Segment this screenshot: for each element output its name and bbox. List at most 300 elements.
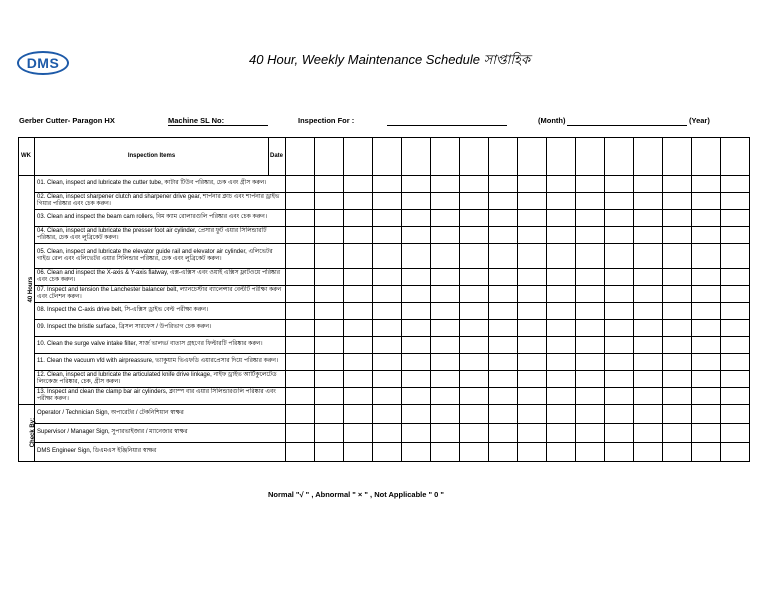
check-cell[interactable] — [692, 210, 721, 227]
dms-logo: DMS — [17, 51, 69, 75]
check-cell[interactable] — [489, 371, 518, 388]
check-cell[interactable] — [402, 227, 431, 244]
check-cell[interactable] — [547, 320, 576, 337]
check-cell[interactable] — [402, 320, 431, 337]
check-cell[interactable] — [286, 193, 315, 210]
check-cell[interactable] — [460, 303, 489, 320]
check-cell[interactable] — [344, 286, 373, 303]
check-cell[interactable] — [547, 354, 576, 371]
check-cell[interactable] — [460, 227, 489, 244]
check-cell[interactable] — [286, 176, 315, 193]
sign-cell[interactable] — [489, 405, 518, 424]
check-cell[interactable] — [402, 176, 431, 193]
check-cell[interactable] — [692, 371, 721, 388]
sign-cell[interactable] — [402, 405, 431, 424]
sign-cell[interactable] — [721, 443, 750, 462]
check-cell[interactable] — [431, 371, 460, 388]
check-cell[interactable] — [431, 210, 460, 227]
date-cell[interactable] — [373, 138, 402, 176]
table-row — [19, 320, 750, 337]
sign-cell[interactable] — [402, 424, 431, 443]
check-cell[interactable] — [692, 193, 721, 210]
check-cell[interactable] — [518, 388, 547, 405]
check-cell[interactable] — [576, 371, 605, 388]
check-cell[interactable] — [518, 227, 547, 244]
date-cell[interactable] — [431, 138, 460, 176]
date-cell[interactable] — [663, 138, 692, 176]
check-cell[interactable] — [692, 269, 721, 286]
check-cell[interactable] — [605, 337, 634, 354]
check-cell[interactable] — [692, 286, 721, 303]
inspection-for-label: Inspection For : — [298, 116, 355, 125]
sign-cell[interactable] — [634, 443, 663, 462]
check-cell[interactable] — [547, 337, 576, 354]
sign-cell[interactable] — [460, 443, 489, 462]
check-cell[interactable] — [286, 354, 315, 371]
sign-cell[interactable] — [315, 405, 344, 424]
check-cell[interactable] — [663, 354, 692, 371]
check-cell[interactable] — [605, 227, 634, 244]
month-field[interactable] — [567, 125, 687, 126]
sign-cell[interactable] — [402, 443, 431, 462]
check-cell[interactable] — [634, 227, 663, 244]
check-cell[interactable] — [605, 269, 634, 286]
inspection-item: 01. Clean, inspect and lubricate the cutter tube, কাটার টিউব পরিষ্কার, চেক এবং গ্রীস করুন। — [35, 176, 286, 193]
check-cell[interactable] — [431, 244, 460, 269]
check-cell[interactable] — [460, 193, 489, 210]
check-cell[interactable] — [373, 320, 402, 337]
check-cell[interactable] — [460, 286, 489, 303]
check-cell[interactable] — [547, 303, 576, 320]
sign-cell[interactable] — [663, 443, 692, 462]
check-cell[interactable] — [634, 269, 663, 286]
check-cell[interactable] — [634, 371, 663, 388]
check-cell[interactable] — [315, 303, 344, 320]
check-cell[interactable] — [721, 371, 750, 388]
wk-header: WK — [19, 138, 35, 176]
sign-cell[interactable] — [460, 405, 489, 424]
check-cell[interactable] — [634, 320, 663, 337]
check-cell[interactable] — [460, 269, 489, 286]
check-by-label: Check By: — [30, 418, 37, 448]
inspection-item: 03. Clean and inspect the beam cam rollers, বিম ক্যাম রোলারগুলি পরিষ্কার এবং চেক করুন। — [35, 210, 286, 227]
sign-row — [19, 424, 750, 443]
check-cell[interactable] — [547, 388, 576, 405]
check-cell[interactable] — [460, 176, 489, 193]
check-cell[interactable] — [431, 388, 460, 405]
check-cell[interactable] — [663, 244, 692, 269]
check-cell[interactable] — [460, 320, 489, 337]
check-cell[interactable] — [634, 210, 663, 227]
machine-sl-field[interactable] — [168, 125, 268, 126]
check-cell[interactable] — [605, 176, 634, 193]
check-cell[interactable] — [431, 193, 460, 210]
check-cell[interactable] — [663, 286, 692, 303]
check-cell[interactable] — [576, 176, 605, 193]
sign-cell[interactable] — [692, 424, 721, 443]
check-cell[interactable] — [344, 176, 373, 193]
check-cell[interactable] — [460, 244, 489, 269]
check-cell[interactable] — [605, 210, 634, 227]
check-cell[interactable] — [692, 337, 721, 354]
date-cell[interactable] — [721, 138, 750, 176]
check-cell[interactable] — [402, 193, 431, 210]
check-cell[interactable] — [489, 193, 518, 210]
check-cell[interactable] — [605, 371, 634, 388]
check-cell[interactable] — [634, 193, 663, 210]
sign-cell[interactable] — [431, 405, 460, 424]
check-cell[interactable] — [402, 244, 431, 269]
check-cell[interactable] — [373, 286, 402, 303]
check-cell[interactable] — [286, 244, 315, 269]
check-cell[interactable] — [431, 320, 460, 337]
sign-cell[interactable] — [692, 443, 721, 462]
check-cell[interactable] — [692, 244, 721, 269]
check-cell[interactable] — [518, 371, 547, 388]
date-cell[interactable] — [460, 138, 489, 176]
check-cell[interactable] — [373, 193, 402, 210]
check-cell[interactable] — [547, 227, 576, 244]
check-cell[interactable] — [344, 210, 373, 227]
check-cell[interactable] — [663, 269, 692, 286]
check-cell[interactable] — [721, 176, 750, 193]
check-cell[interactable] — [402, 337, 431, 354]
sign-cell[interactable] — [721, 405, 750, 424]
check-cell[interactable] — [547, 193, 576, 210]
sign-row — [19, 405, 750, 424]
check-cell[interactable] — [576, 227, 605, 244]
date-cell[interactable] — [315, 138, 344, 176]
sign-cell[interactable] — [518, 443, 547, 462]
items-header: Inspection Items — [35, 138, 269, 176]
table-row — [19, 388, 750, 405]
check-cell[interactable] — [315, 371, 344, 388]
check-cell[interactable] — [634, 388, 663, 405]
sign-cell[interactable] — [576, 443, 605, 462]
date-cell[interactable] — [605, 138, 634, 176]
inspection-item: 02. Clean, inspect sharpener clutch and sharpener drive gear, শার্পনার ক্লাচ এবং শার্পনার ড্রাইভ গিয়ার পরিষ্কার এবং চেক করুন। — [35, 193, 286, 210]
sign-cell[interactable] — [721, 424, 750, 443]
check-cell[interactable] — [605, 303, 634, 320]
date-cell[interactable] — [692, 138, 721, 176]
check-cell[interactable] — [373, 269, 402, 286]
check-cell[interactable] — [663, 371, 692, 388]
check-cell[interactable] — [518, 244, 547, 269]
check-cell[interactable] — [547, 269, 576, 286]
check-cell[interactable] — [634, 337, 663, 354]
check-cell[interactable] — [431, 303, 460, 320]
check-cell[interactable] — [518, 210, 547, 227]
check-cell[interactable] — [286, 269, 315, 286]
check-cell[interactable] — [315, 244, 344, 269]
check-cell[interactable] — [634, 286, 663, 303]
check-cell[interactable] — [663, 176, 692, 193]
check-cell[interactable] — [605, 193, 634, 210]
sign-cell[interactable] — [605, 405, 634, 424]
check-cell[interactable] — [721, 388, 750, 405]
check-cell[interactable] — [605, 354, 634, 371]
check-cell[interactable] — [344, 337, 373, 354]
check-cell[interactable] — [489, 354, 518, 371]
sign-cell[interactable] — [605, 443, 634, 462]
sign-cell[interactable] — [431, 424, 460, 443]
check-cell[interactable] — [547, 210, 576, 227]
check-cell[interactable] — [344, 320, 373, 337]
check-cell[interactable] — [489, 388, 518, 405]
check-cell[interactable] — [518, 303, 547, 320]
check-cell[interactable] — [315, 286, 344, 303]
check-cell[interactable] — [431, 269, 460, 286]
check-cell[interactable] — [663, 337, 692, 354]
check-cell[interactable] — [692, 320, 721, 337]
sign-cell[interactable] — [286, 424, 315, 443]
sign-cell[interactable] — [518, 405, 547, 424]
hours-label-cell — [19, 176, 35, 405]
check-cell[interactable] — [431, 337, 460, 354]
check-cell[interactable] — [634, 176, 663, 193]
check-cell[interactable] — [373, 227, 402, 244]
sign-cell[interactable] — [547, 424, 576, 443]
check-cell[interactable] — [344, 227, 373, 244]
check-cell[interactable] — [692, 227, 721, 244]
check-cell[interactable] — [489, 337, 518, 354]
check-cell[interactable] — [489, 320, 518, 337]
header-row — [19, 138, 750, 176]
check-cell[interactable] — [315, 176, 344, 193]
check-cell[interactable] — [721, 337, 750, 354]
check-cell[interactable] — [344, 193, 373, 210]
check-cell[interactable] — [692, 303, 721, 320]
check-cell[interactable] — [489, 303, 518, 320]
table-row — [19, 286, 750, 303]
sign-cell[interactable] — [547, 443, 576, 462]
check-cell[interactable] — [286, 337, 315, 354]
check-cell[interactable] — [344, 371, 373, 388]
check-cell[interactable] — [605, 244, 634, 269]
check-cell[interactable] — [286, 227, 315, 244]
sign-cell[interactable] — [634, 405, 663, 424]
check-cell[interactable] — [663, 303, 692, 320]
sign-cell[interactable] — [431, 443, 460, 462]
sign-cell[interactable] — [547, 405, 576, 424]
check-cell[interactable] — [315, 354, 344, 371]
check-cell[interactable] — [605, 320, 634, 337]
date-cell[interactable] — [286, 138, 315, 176]
check-cell[interactable] — [402, 210, 431, 227]
check-cell[interactable] — [721, 269, 750, 286]
check-cell[interactable] — [286, 388, 315, 405]
check-cell[interactable] — [315, 337, 344, 354]
year-label: (Year) — [689, 116, 710, 125]
check-cell[interactable] — [402, 286, 431, 303]
sign-cell[interactable] — [373, 405, 402, 424]
check-cell[interactable] — [692, 354, 721, 371]
check-cell[interactable] — [344, 388, 373, 405]
check-cell[interactable] — [489, 269, 518, 286]
check-cell[interactable] — [576, 193, 605, 210]
check-cell[interactable] — [605, 388, 634, 405]
check-cell[interactable] — [518, 286, 547, 303]
sign-cell[interactable] — [315, 424, 344, 443]
check-cell[interactable] — [373, 244, 402, 269]
check-cell[interactable] — [518, 193, 547, 210]
check-cell[interactable] — [547, 371, 576, 388]
sign-cell[interactable] — [576, 424, 605, 443]
check-cell[interactable] — [373, 371, 402, 388]
check-cell[interactable] — [721, 210, 750, 227]
check-cell[interactable] — [460, 210, 489, 227]
check-cell[interactable] — [460, 371, 489, 388]
check-cell[interactable] — [634, 354, 663, 371]
table-row — [19, 371, 750, 388]
check-cell[interactable] — [286, 371, 315, 388]
check-cell[interactable] — [576, 303, 605, 320]
check-cell[interactable] — [460, 354, 489, 371]
date-header: Date — [269, 138, 286, 176]
check-cell[interactable] — [431, 286, 460, 303]
check-cell[interactable] — [692, 176, 721, 193]
sign-cell[interactable] — [605, 424, 634, 443]
check-cell[interactable] — [402, 388, 431, 405]
sign-cell[interactable] — [663, 424, 692, 443]
check-cell[interactable] — [692, 388, 721, 405]
sign-cell[interactable] — [344, 424, 373, 443]
check-cell[interactable] — [721, 354, 750, 371]
check-cell[interactable] — [489, 286, 518, 303]
check-cell[interactable] — [518, 269, 547, 286]
check-cell[interactable] — [576, 210, 605, 227]
hours-label: 40 Hours — [28, 277, 35, 303]
check-cell[interactable] — [315, 193, 344, 210]
inspection-for-field[interactable] — [387, 125, 507, 126]
check-cell[interactable] — [721, 244, 750, 269]
check-cell[interactable] — [431, 227, 460, 244]
check-cell[interactable] — [373, 337, 402, 354]
sign-cell[interactable] — [344, 443, 373, 462]
table-row — [19, 176, 750, 193]
inspection-item: 11. Clean the vacuum vfd with airpreassure, ভ্যাকুয়াম ভিএফডি এয়ারপ্রেসার দিয়ে পরিষ্কার করুন। — [35, 354, 286, 371]
sign-cell[interactable] — [692, 405, 721, 424]
check-cell[interactable] — [402, 303, 431, 320]
check-cell[interactable] — [489, 227, 518, 244]
check-cell[interactable] — [663, 388, 692, 405]
check-cell[interactable] — [576, 269, 605, 286]
check-cell[interactable] — [489, 176, 518, 193]
check-cell[interactable] — [576, 388, 605, 405]
date-cell[interactable] — [634, 138, 663, 176]
check-cell[interactable] — [286, 320, 315, 337]
check-cell[interactable] — [315, 210, 344, 227]
check-cell[interactable] — [431, 354, 460, 371]
inspection-item: 10. Clean the surge valve intake filter, সার্জ ভালভ/ বাতাস গ্রহণের ফিল্টারটি পরিষ্কার করুন। — [35, 337, 286, 354]
check-cell[interactable] — [402, 354, 431, 371]
check-cell[interactable] — [489, 210, 518, 227]
check-cell[interactable] — [547, 244, 576, 269]
check-cell[interactable] — [634, 244, 663, 269]
check-cell[interactable] — [373, 303, 402, 320]
check-cell[interactable] — [518, 176, 547, 193]
check-cell[interactable] — [663, 210, 692, 227]
check-cell[interactable] — [373, 388, 402, 405]
check-cell[interactable] — [576, 244, 605, 269]
date-cell[interactable] — [344, 138, 373, 176]
check-cell[interactable] — [576, 286, 605, 303]
check-cell[interactable] — [576, 354, 605, 371]
check-cell[interactable] — [460, 388, 489, 405]
sign-cell[interactable] — [373, 424, 402, 443]
date-cell[interactable] — [489, 138, 518, 176]
sign-cell[interactable] — [315, 443, 344, 462]
date-cell[interactable] — [576, 138, 605, 176]
check-cell[interactable] — [431, 176, 460, 193]
check-cell[interactable] — [460, 337, 489, 354]
sign-cell[interactable] — [576, 405, 605, 424]
check-cell[interactable] — [721, 286, 750, 303]
check-cell[interactable] — [634, 303, 663, 320]
check-cell[interactable] — [518, 320, 547, 337]
check-cell[interactable] — [286, 303, 315, 320]
check-cell[interactable] — [402, 371, 431, 388]
check-cell[interactable] — [518, 337, 547, 354]
date-cell[interactable] — [547, 138, 576, 176]
sign-cell[interactable] — [489, 424, 518, 443]
sign-cell[interactable] — [286, 405, 315, 424]
check-cell[interactable] — [547, 176, 576, 193]
check-cell[interactable] — [286, 286, 315, 303]
check-cell[interactable] — [344, 244, 373, 269]
check-cell[interactable] — [315, 320, 344, 337]
check-cell[interactable] — [315, 269, 344, 286]
check-cell[interactable] — [576, 320, 605, 337]
check-cell[interactable] — [518, 354, 547, 371]
check-cell[interactable] — [344, 354, 373, 371]
check-cell[interactable] — [721, 193, 750, 210]
sign-cell[interactable] — [663, 405, 692, 424]
check-cell[interactable] — [547, 286, 576, 303]
sign-cell[interactable] — [373, 443, 402, 462]
page-title: 40 Hour, Weekly Maintenance Schedule সাপ্তাহিক — [249, 52, 531, 67]
date-cell[interactable] — [402, 138, 431, 176]
sign-cell[interactable] — [634, 424, 663, 443]
check-cell[interactable] — [315, 227, 344, 244]
check-cell[interactable] — [663, 193, 692, 210]
check-cell[interactable] — [721, 227, 750, 244]
table-row — [19, 303, 750, 320]
check-cell[interactable] — [663, 320, 692, 337]
sign-cell[interactable] — [489, 443, 518, 462]
check-cell[interactable] — [373, 354, 402, 371]
check-cell[interactable] — [605, 286, 634, 303]
check-cell[interactable] — [576, 337, 605, 354]
sign-cell[interactable] — [518, 424, 547, 443]
check-cell[interactable] — [344, 269, 373, 286]
date-cell[interactable] — [518, 138, 547, 176]
check-cell[interactable] — [344, 303, 373, 320]
check-cell[interactable] — [721, 303, 750, 320]
check-cell[interactable] — [663, 227, 692, 244]
check-cell[interactable] — [373, 176, 402, 193]
table-row — [19, 269, 750, 286]
sign-cell[interactable] — [286, 443, 315, 462]
check-cell[interactable] — [402, 269, 431, 286]
check-cell[interactable] — [315, 388, 344, 405]
check-cell[interactable] — [721, 320, 750, 337]
check-cell[interactable] — [286, 210, 315, 227]
check-cell[interactable] — [489, 244, 518, 269]
check-cell[interactable] — [373, 210, 402, 227]
sign-cell[interactable] — [460, 424, 489, 443]
sign-cell[interactable] — [344, 405, 373, 424]
